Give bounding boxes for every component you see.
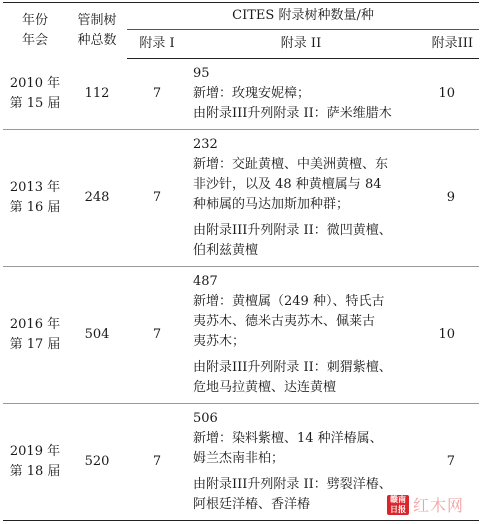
header-appendix-1-label: 附录 I — [139, 36, 175, 51]
appendix-2-moved: 由附录III升列附录 II：刺猬紫檀、 危地马拉黄檀、达连黄檀 — [193, 360, 392, 395]
header-total-species — [67, 3, 127, 59]
total-text: 248 — [84, 190, 110, 205]
year-session-cell — [3, 404, 67, 521]
cites-table — [3, 2, 479, 521]
appendix-2-new: 新增：染料紫檀、14 种洋椿属、 姆兰杰南非柏； — [193, 431, 383, 466]
total-text: 112 — [84, 85, 110, 101]
header-year-session — [3, 3, 67, 59]
total-cell — [67, 130, 127, 267]
header-appendix-2 — [187, 30, 415, 59]
total-cell — [67, 59, 127, 130]
appendix-1-cell — [127, 404, 187, 521]
appendix-2-cell — [187, 267, 415, 404]
total-cell — [67, 267, 127, 404]
appendix-3-text: 9 — [446, 190, 456, 205]
appendix-1-text: 7 — [152, 454, 162, 469]
appendix-2-count: 506 — [193, 411, 218, 426]
total-cell — [67, 404, 127, 521]
appendix-2-new: 新增：黄檀属（249 种）、特氏古 夷苏木、德米古夷苏木、佩莱古 夷苏木； — [193, 294, 385, 349]
appendix-1-text: 7 — [152, 327, 162, 342]
year-session-text: 2013 年 第 16 届 — [9, 180, 61, 215]
table-row — [3, 267, 479, 404]
appendix-2-count: 232 — [193, 137, 218, 152]
header-appendix-3-label: 附录III — [431, 36, 474, 51]
watermark — [387, 493, 464, 516]
total-text: 504 — [84, 327, 110, 342]
appendix-2-cell — [187, 404, 415, 521]
year-session-cell — [3, 267, 67, 404]
appendix-2-moved: 由附录III升列附录 II：萨米维腊木 — [193, 106, 392, 121]
header-appendix-3 — [415, 30, 479, 59]
header-cites-group — [127, 3, 479, 30]
appendix-2-count: 95 — [193, 66, 210, 81]
header-year-session-label: 年份 年会 — [21, 12, 48, 48]
appendix-3-text: 10 — [438, 86, 456, 101]
appendix-1-text: 7 — [152, 190, 162, 205]
appendix-3-cell — [415, 59, 479, 130]
watermark-text: 红木网 — [412, 496, 464, 515]
year-session-text: 2019 年 第 18 届 — [9, 444, 61, 479]
appendix-2-new: 新增：交趾黄檀、中美洲黄檀、东 非沙针，以及 48 种黄檀属与 84 种柿属的马达加斯加种群； — [193, 157, 389, 212]
table-row — [3, 130, 479, 267]
watermark-badge-logo: 赣南 日报 — [387, 495, 409, 515]
appendix-3-cell — [415, 130, 479, 267]
appendix-3-text: 7 — [446, 454, 456, 469]
appendix-1-cell — [127, 130, 187, 267]
total-text: 520 — [84, 454, 110, 469]
table-row — [3, 59, 479, 130]
appendix-2-moved: 由附录III升列附录 II：劈裂洋椿、 阿根廷洋椿、香洋椿 — [193, 477, 392, 512]
appendix-1-text: 7 — [152, 86, 162, 101]
appendix-2-new: 新增：玫瑰安妮樟； — [193, 86, 311, 101]
appendix-2-cell — [187, 59, 415, 130]
header-total-species-label: 管制树 种总数 — [77, 12, 117, 48]
appendix-1-cell — [127, 59, 187, 130]
year-session-cell — [3, 59, 67, 130]
year-session-text: 2016 年 第 17 届 — [9, 317, 61, 352]
header-appendix-2-label: 附录 II — [280, 36, 322, 51]
appendix-1-cell — [127, 267, 187, 404]
header-appendix-1 — [127, 30, 187, 59]
year-session-text: 2010 年 第 15 届 — [9, 75, 61, 111]
header-cites-group-label: CITES 附录树种数量/种 — [232, 8, 374, 23]
appendix-2-cell — [187, 130, 415, 267]
appendix-2-moved: 由附录III升列附录 II：微凹黄檀、 伯利兹黄檀 — [193, 223, 392, 258]
appendix-2-count: 487 — [193, 274, 218, 289]
appendix-3-cell — [415, 267, 479, 404]
appendix-3-text: 10 — [438, 327, 456, 342]
year-session-cell — [3, 130, 67, 267]
